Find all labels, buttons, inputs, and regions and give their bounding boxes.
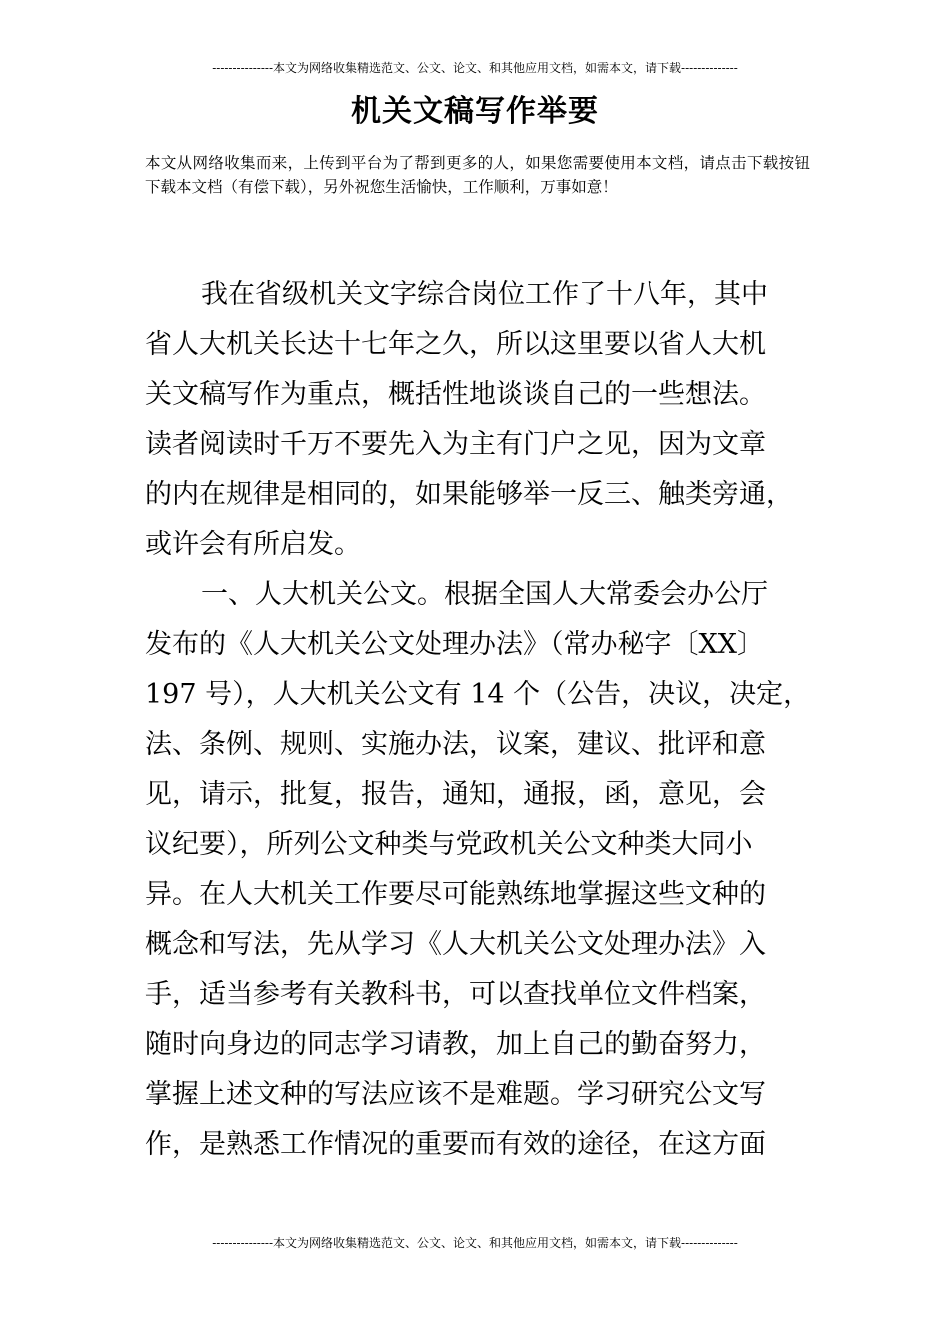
body-line: 关文稿写作为重点，概括性地谈谈自己的一些想法。 [145, 379, 766, 410]
body-line: 省人大机关长达十七年之久，所以这里要以省人大机 [145, 329, 766, 360]
body-line: 发布的《人大机关公文处理办法》（常办秘字〔XX〕 [145, 629, 764, 660]
body-line: 的内在规律是相同的，如果能够举一反三、触类旁通， [145, 479, 793, 510]
body-line: 法、条例、规则、实施办法，议案，建议、批评和意 [145, 729, 766, 760]
footer-note: ---------------本文为网络收集精选范文、公文、论文、和其他应用文档，如需本文，请下载-------------- [212, 1236, 738, 1250]
body-line: 我在省级机关文字综合岗位工作了十八年，其中 [201, 279, 768, 310]
body-line: 概念和写法，先从学习《人大机关公文处理办法》入 [145, 929, 766, 960]
body-line: 随时向身边的同志学习请教，加上自己的勤奋努力， [145, 1029, 766, 1060]
intro-paragraph: 本文从网络收集而来，上传到平台为了帮到更多的人，如果您需要使用本文档，请点击下载按钮下载本文档（有偿下载），另外祝您生活愉快，工作顺利，万事如意！ [145, 154, 810, 196]
body-line: 读者阅读时千万不要先入为主有门户之见，因为文章 [145, 429, 766, 460]
body-line: 手，适当参考有关教科书，可以查找单位文件档案， [145, 979, 766, 1010]
body-line: 议纪要），所列公文种类与党政机关公文种类大同小 [145, 829, 753, 860]
body-line: 作，是熟悉工作情况的重要而有效的途径，在这方面 [145, 1129, 766, 1160]
body-line: 掌握上述文种的写法应该不是难题。学习研究公文写 [145, 1079, 766, 1110]
document-title: 机关文稿写作举要 [351, 94, 599, 129]
body-line: 197 号），人大机关公文有 14 个（公告，决议，决定， [145, 679, 811, 710]
body-line: 见，请示，批复，报告，通知，通报，函，意见，会 [145, 779, 766, 810]
header-note: ---------------本文为网络收集精选范文、公文、论文、和其他应用文档，如需本文，请下载-------------- [212, 61, 738, 75]
body-text [145, 270, 810, 1170]
body-line: 一、人大机关公文。根据全国人大常委会办公厅 [201, 579, 768, 610]
body-line: 异。在人大机关工作要尽可能熟练地掌握这些文种的 [145, 879, 766, 910]
body-line: 或许会有所启发。 [145, 529, 361, 560]
